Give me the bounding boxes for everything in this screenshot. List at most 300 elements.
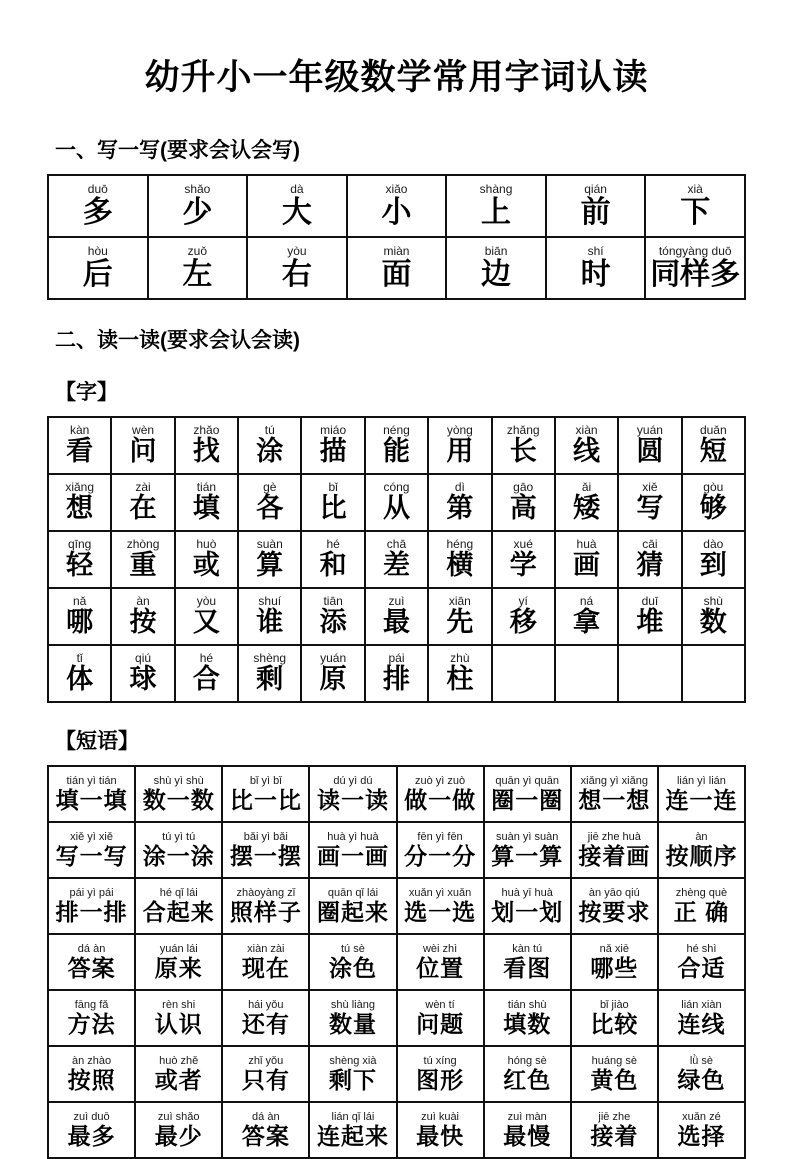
word-cell <box>309 878 396 934</box>
word-cell <box>397 1102 484 1158</box>
character-text: 答案 <box>67 954 116 981</box>
word-cell <box>682 588 745 645</box>
pinyin-text: tiān <box>323 594 343 609</box>
pinyin-text: dú yì dú <box>333 774 373 787</box>
pinyin-text: kàn <box>70 423 90 438</box>
table-row <box>48 1046 745 1102</box>
character-text: 先 <box>446 607 474 638</box>
table-row <box>48 822 745 878</box>
word-cell <box>222 878 309 934</box>
character-text: 最多 <box>67 1122 116 1149</box>
word-cell <box>309 766 396 822</box>
word-cell <box>135 1046 222 1102</box>
character-text: 又 <box>192 607 220 638</box>
pinyin-text: shuí <box>258 594 282 609</box>
character-text: 上 <box>481 196 512 229</box>
phrases-sublabel: 【短语】 <box>55 730 139 753</box>
word-cell <box>135 878 222 934</box>
character-text: 看 <box>66 436 94 467</box>
character-text: 数量 <box>328 1010 377 1037</box>
word-cell <box>682 417 745 474</box>
character-text: 剩 <box>256 664 284 695</box>
word-cell <box>484 822 571 878</box>
pinyin-text: xiàn zài <box>247 942 285 955</box>
character-text: 左 <box>182 258 213 291</box>
word-cell <box>618 588 681 645</box>
pinyin-text: cóng <box>383 480 410 495</box>
word-cell <box>555 417 618 474</box>
character-text: 绿色 <box>677 1066 726 1093</box>
character-text: 涂色 <box>328 954 377 981</box>
character-text: 或者 <box>154 1066 203 1093</box>
word-cell <box>148 175 248 237</box>
pinyin-text: zuì shǎo <box>157 1110 200 1123</box>
word-cell <box>222 766 309 822</box>
character-text: 选一选 <box>404 898 477 925</box>
pinyin-text: yuán <box>636 423 663 438</box>
character-text: 圈起来 <box>316 898 389 925</box>
pinyin-text: shèng <box>253 651 287 666</box>
word-cell <box>135 990 222 1046</box>
word-cell <box>238 417 301 474</box>
character-text: 少 <box>182 196 213 229</box>
character-text: 比一比 <box>229 786 302 813</box>
pinyin-text: miàn <box>383 244 410 258</box>
character-text: 画一画 <box>316 842 389 869</box>
character-text: 圈一圈 <box>491 786 564 813</box>
pinyin-text: hé shì <box>686 942 717 955</box>
word-cell <box>238 474 301 531</box>
word-cell <box>222 1046 309 1102</box>
character-text: 选择 <box>677 1122 726 1149</box>
pinyin-text: dá àn <box>252 1110 280 1123</box>
pinyin-text: zuì màn <box>507 1110 547 1123</box>
character-text: 合 <box>192 664 220 695</box>
pinyin-text: nǎ xiē <box>599 942 629 955</box>
word-cell <box>555 588 618 645</box>
word-cell <box>135 766 222 822</box>
character-text: 右 <box>281 258 312 291</box>
word-cell <box>48 645 111 702</box>
character-text: 想 <box>66 493 94 524</box>
pinyin-text: yuán lái <box>159 942 198 955</box>
pinyin-text: lián yì lián <box>676 774 726 787</box>
character-text: 接着 <box>590 1122 639 1149</box>
word-cell <box>48 588 111 645</box>
character-text: 剩下 <box>328 1066 377 1093</box>
pinyin-text: huò zhě <box>159 1054 199 1067</box>
character-text: 读一读 <box>316 786 389 813</box>
word-cell <box>658 878 745 934</box>
page-title: 幼升小一年级数学常用字词认读 <box>144 58 649 97</box>
table-row <box>48 474 745 531</box>
character-text: 问题 <box>416 1010 465 1037</box>
character-text: 线 <box>573 436 601 467</box>
pinyin-text: miáo <box>320 423 347 438</box>
word-cell <box>492 417 555 474</box>
character-text: 小 <box>381 196 412 229</box>
pinyin-text: xiǎo <box>385 182 408 196</box>
section-heading-write: 一、写一写(要求会认会写) <box>55 139 300 162</box>
pinyin-text: ná <box>579 594 594 609</box>
pinyin-text: lián xiàn <box>681 998 722 1011</box>
pinyin-text: zhèng què <box>675 886 728 899</box>
character-text: 写 <box>636 493 664 524</box>
character-text: 轻 <box>66 550 94 581</box>
character-text: 连一连 <box>665 786 738 813</box>
pinyin-text: yòu <box>196 594 217 609</box>
word-cell <box>135 934 222 990</box>
pinyin-text: wèn <box>132 423 155 438</box>
character-text: 原 <box>319 664 347 695</box>
word-cell <box>48 417 111 474</box>
pinyin-text: yuán <box>320 651 347 666</box>
pinyin-text: zhàoyàng zǐ <box>236 886 296 899</box>
word-cell <box>645 237 745 299</box>
pinyin-text: zài <box>135 480 151 495</box>
character-text: 写一写 <box>55 842 128 869</box>
character-text: 最慢 <box>503 1122 552 1149</box>
word-cell <box>555 474 618 531</box>
word-cell <box>222 934 309 990</box>
character-text: 添 <box>319 607 347 638</box>
pinyin-text: quān yì quān <box>495 774 559 787</box>
word-cell <box>48 531 111 588</box>
table-row <box>48 237 745 299</box>
character-text: 最快 <box>416 1122 465 1149</box>
character-text: 用 <box>446 436 474 467</box>
word-cell <box>309 1102 396 1158</box>
word-cell <box>428 588 491 645</box>
pinyin-text: dà <box>290 182 304 196</box>
pinyin-text: suàn yì suàn <box>496 830 559 843</box>
pinyin-text: zuì kuài <box>421 1110 460 1123</box>
table-row <box>48 175 745 237</box>
pinyin-text: zuì <box>388 594 405 609</box>
word-cell <box>175 417 238 474</box>
table-row <box>48 1102 745 1158</box>
character-text: 前 <box>580 196 611 229</box>
pinyin-text: bǐ <box>328 480 338 495</box>
pinyin-text: hé <box>326 537 340 552</box>
word-cell <box>48 822 135 878</box>
phrases-table <box>47 765 746 1159</box>
character-text: 照样子 <box>229 898 302 925</box>
character-text: 最少 <box>154 1122 203 1149</box>
word-cell <box>658 822 745 878</box>
word-cell <box>175 474 238 531</box>
word-cell <box>571 990 658 1046</box>
pinyin-text: tú sè <box>341 942 365 955</box>
character-text: 涂一涂 <box>142 842 215 869</box>
character-text: 找 <box>192 436 220 467</box>
word-cell <box>148 237 248 299</box>
character-text: 画 <box>573 550 601 581</box>
pinyin-text: fēn yì fēn <box>417 830 463 843</box>
pinyin-text: tóngyàng duō <box>658 244 732 258</box>
word-cell <box>571 878 658 934</box>
pinyin-text: bǎi yì bǎi <box>243 830 288 843</box>
pinyin-text: shù yì shù <box>153 774 204 787</box>
word-cell <box>238 645 301 702</box>
pinyin-text: bǐ yì bǐ <box>249 774 282 787</box>
word-cell <box>618 645 681 702</box>
pinyin-text <box>683 651 744 665</box>
character-text: 够 <box>699 493 727 524</box>
pinyin-text: cāi <box>642 537 658 552</box>
pinyin-text: shù liàng <box>330 998 375 1011</box>
pinyin-text: qián <box>584 182 607 196</box>
pinyin-text: shàng <box>479 182 513 196</box>
character-text: 排 <box>382 664 410 695</box>
word-cell <box>365 531 428 588</box>
character-text: 矮 <box>573 493 601 524</box>
pinyin-text: hóng sè <box>507 1054 547 1067</box>
pinyin-text: gāo <box>513 480 534 495</box>
word-cell <box>658 934 745 990</box>
word-cell <box>428 531 491 588</box>
pinyin-text: huà <box>576 537 597 552</box>
pinyin-text: zuǒ <box>187 244 208 258</box>
word-cell <box>48 1102 135 1158</box>
character-text: 涂 <box>256 436 284 467</box>
word-cell <box>658 766 745 822</box>
word-cell <box>397 934 484 990</box>
word-cell <box>301 645 364 702</box>
word-cell <box>397 822 484 878</box>
pinyin-text: shí <box>587 244 604 258</box>
pinyin-text: lǜ sè <box>689 1054 714 1067</box>
word-cell <box>397 1046 484 1102</box>
word-cell <box>111 645 174 702</box>
pinyin-text: biān <box>484 244 508 258</box>
character-text: 按要求 <box>578 898 651 925</box>
pinyin-text: zhǐ yǒu <box>248 1054 284 1067</box>
word-cell <box>301 474 364 531</box>
character-text: 最 <box>382 607 410 638</box>
character-text: 第 <box>446 493 474 524</box>
pinyin-text: dào <box>703 537 724 552</box>
pinyin-text: xià <box>687 182 703 196</box>
word-cell <box>48 934 135 990</box>
section-heading-read: 二、读一读(要求会认会读) <box>55 329 300 352</box>
word-cell <box>618 417 681 474</box>
character-text: 按顺序 <box>665 842 738 869</box>
word-cell <box>247 237 347 299</box>
pinyin-text: yòu <box>287 244 307 258</box>
character-text: 短 <box>699 436 727 467</box>
word-cell <box>135 822 222 878</box>
character-text: 看图 <box>503 954 552 981</box>
word-cell <box>301 588 364 645</box>
word-cell <box>571 1046 658 1102</box>
pinyin-text: nǎ <box>73 594 87 609</box>
word-cell <box>222 990 309 1046</box>
pinyin-text: huáng sè <box>591 1054 637 1067</box>
character-text: 球 <box>129 664 157 695</box>
table-row <box>48 878 745 934</box>
character-text: 正 确 <box>673 898 730 925</box>
pinyin-text: bǐ jiào <box>599 998 629 1011</box>
pinyin-text: zhòng <box>126 537 160 552</box>
word-cell <box>247 175 347 237</box>
character-text: 或 <box>192 550 220 581</box>
character-text <box>556 665 617 695</box>
word-cell <box>301 417 364 474</box>
pinyin-text: zuì duō <box>73 1110 110 1123</box>
pinyin-text: rèn shi <box>162 998 196 1011</box>
pinyin-text: àn yāo qiú <box>588 886 640 899</box>
character-text: 圆 <box>636 436 664 467</box>
pinyin-text: yí <box>518 594 528 609</box>
word-cell <box>546 237 646 299</box>
character-text: 划一划 <box>491 898 564 925</box>
pinyin-text: àn <box>136 594 150 609</box>
character-text: 合起来 <box>142 898 215 925</box>
character-text: 数 <box>699 607 727 638</box>
word-cell <box>347 175 447 237</box>
character-text: 大 <box>281 196 312 229</box>
pinyin-text: xué <box>513 537 533 552</box>
pinyin-text: kàn tú <box>512 942 543 955</box>
character-text: 算一算 <box>491 842 564 869</box>
character-text: 算 <box>256 550 284 581</box>
word-cell <box>365 474 428 531</box>
character-text: 数一数 <box>142 786 215 813</box>
word-cell <box>222 822 309 878</box>
characters-sublabel: 【字】 <box>55 381 118 404</box>
word-cell <box>111 588 174 645</box>
character-text: 谁 <box>256 607 284 638</box>
word-cell <box>428 645 491 702</box>
character-text: 学 <box>509 550 537 581</box>
character-text: 想一想 <box>578 786 651 813</box>
character-text: 长 <box>509 436 537 467</box>
pinyin-text: dá àn <box>77 942 106 955</box>
pinyin-text: hái yǒu <box>248 998 284 1011</box>
pinyin-text: gòu <box>703 480 724 495</box>
pinyin-text: tián shù <box>507 998 547 1011</box>
word-cell <box>222 1102 309 1158</box>
character-text: 描 <box>319 436 347 467</box>
character-text <box>619 665 680 695</box>
word-cell <box>682 531 745 588</box>
word-cell <box>571 766 658 822</box>
character-text: 填一填 <box>55 786 128 813</box>
character-text: 认识 <box>154 1010 203 1037</box>
word-cell <box>484 934 571 990</box>
word-cell <box>428 474 491 531</box>
character-text: 比较 <box>590 1010 639 1037</box>
character-text: 在 <box>129 493 157 524</box>
word-cell <box>48 766 135 822</box>
word-cell <box>446 175 546 237</box>
word-cell <box>48 474 111 531</box>
word-cell <box>555 531 618 588</box>
character-text: 填 <box>192 493 220 524</box>
pinyin-text: gè <box>263 480 277 495</box>
word-cell <box>135 1102 222 1158</box>
pinyin-text: qīng <box>68 537 92 552</box>
pinyin-text: xiān <box>448 594 471 609</box>
character-text: 连起来 <box>316 1122 389 1149</box>
characters-table <box>47 416 746 703</box>
character-text: 边 <box>481 258 512 291</box>
character-text: 合适 <box>677 954 726 981</box>
pinyin-text: tián yì tián <box>66 774 117 787</box>
character-text: 横 <box>446 550 474 581</box>
pinyin-text: tú <box>264 423 275 438</box>
pinyin-text: dì <box>454 480 465 495</box>
pinyin-text: xuǎn yì xuǎn <box>408 886 472 899</box>
character-text: 接着画 <box>578 842 651 869</box>
pinyin-text: àn <box>695 830 708 843</box>
pinyin-text: xiàn <box>575 423 598 438</box>
pinyin-text <box>619 651 680 665</box>
character-text: 哪 <box>66 607 94 638</box>
pinyin-text: quān qǐ lái <box>327 886 379 899</box>
word-cell <box>682 645 745 702</box>
word-cell <box>309 1046 396 1102</box>
word-cell <box>48 175 148 237</box>
table-row <box>48 766 745 822</box>
word-cell <box>175 645 238 702</box>
character-text: 面 <box>381 258 412 291</box>
character-text: 原来 <box>154 954 203 981</box>
character-text: 现在 <box>241 954 290 981</box>
pinyin-text: wèn tí <box>425 998 455 1011</box>
character-text: 位置 <box>416 954 465 981</box>
pinyin-text: zhù <box>450 651 470 666</box>
pinyin-text: ǎi <box>581 480 592 495</box>
pinyin-text: àn zhào <box>71 1054 112 1067</box>
pinyin-text: zuò yì zuò <box>414 774 466 787</box>
pinyin-text: huà yī huà <box>501 886 553 899</box>
character-text: 柱 <box>446 664 474 695</box>
character-text: 各 <box>256 493 284 524</box>
pinyin-text: yòng <box>446 423 473 438</box>
word-cell <box>397 766 484 822</box>
word-cell <box>48 878 135 934</box>
word-cell <box>428 417 491 474</box>
word-cell <box>658 990 745 1046</box>
character-text: 高 <box>509 493 537 524</box>
character-text: 还有 <box>241 1010 290 1037</box>
word-cell <box>238 588 301 645</box>
pinyin-text: zhǎo <box>193 423 220 438</box>
word-cell <box>309 990 396 1046</box>
character-text: 差 <box>382 550 410 581</box>
pinyin-text: huò <box>196 537 217 552</box>
character-text: 比 <box>319 493 347 524</box>
pinyin-text: fāng fǎ <box>74 998 109 1011</box>
pinyin-text: xiě <box>642 480 658 495</box>
pinyin-text: jiē zhe huà <box>587 830 641 843</box>
word-cell <box>48 990 135 1046</box>
pinyin-text: chā <box>386 537 407 552</box>
pinyin-text: xiě yì xiě <box>70 830 113 843</box>
character-text: 黄色 <box>590 1066 639 1093</box>
character-text: 到 <box>699 550 727 581</box>
word-cell <box>492 645 555 702</box>
pinyin-text: shù <box>703 594 723 609</box>
word-cell <box>492 474 555 531</box>
word-cell <box>492 531 555 588</box>
character-text: 排一排 <box>55 898 128 925</box>
character-text: 摆一摆 <box>229 842 302 869</box>
word-cell <box>555 645 618 702</box>
word-cell <box>365 645 428 702</box>
